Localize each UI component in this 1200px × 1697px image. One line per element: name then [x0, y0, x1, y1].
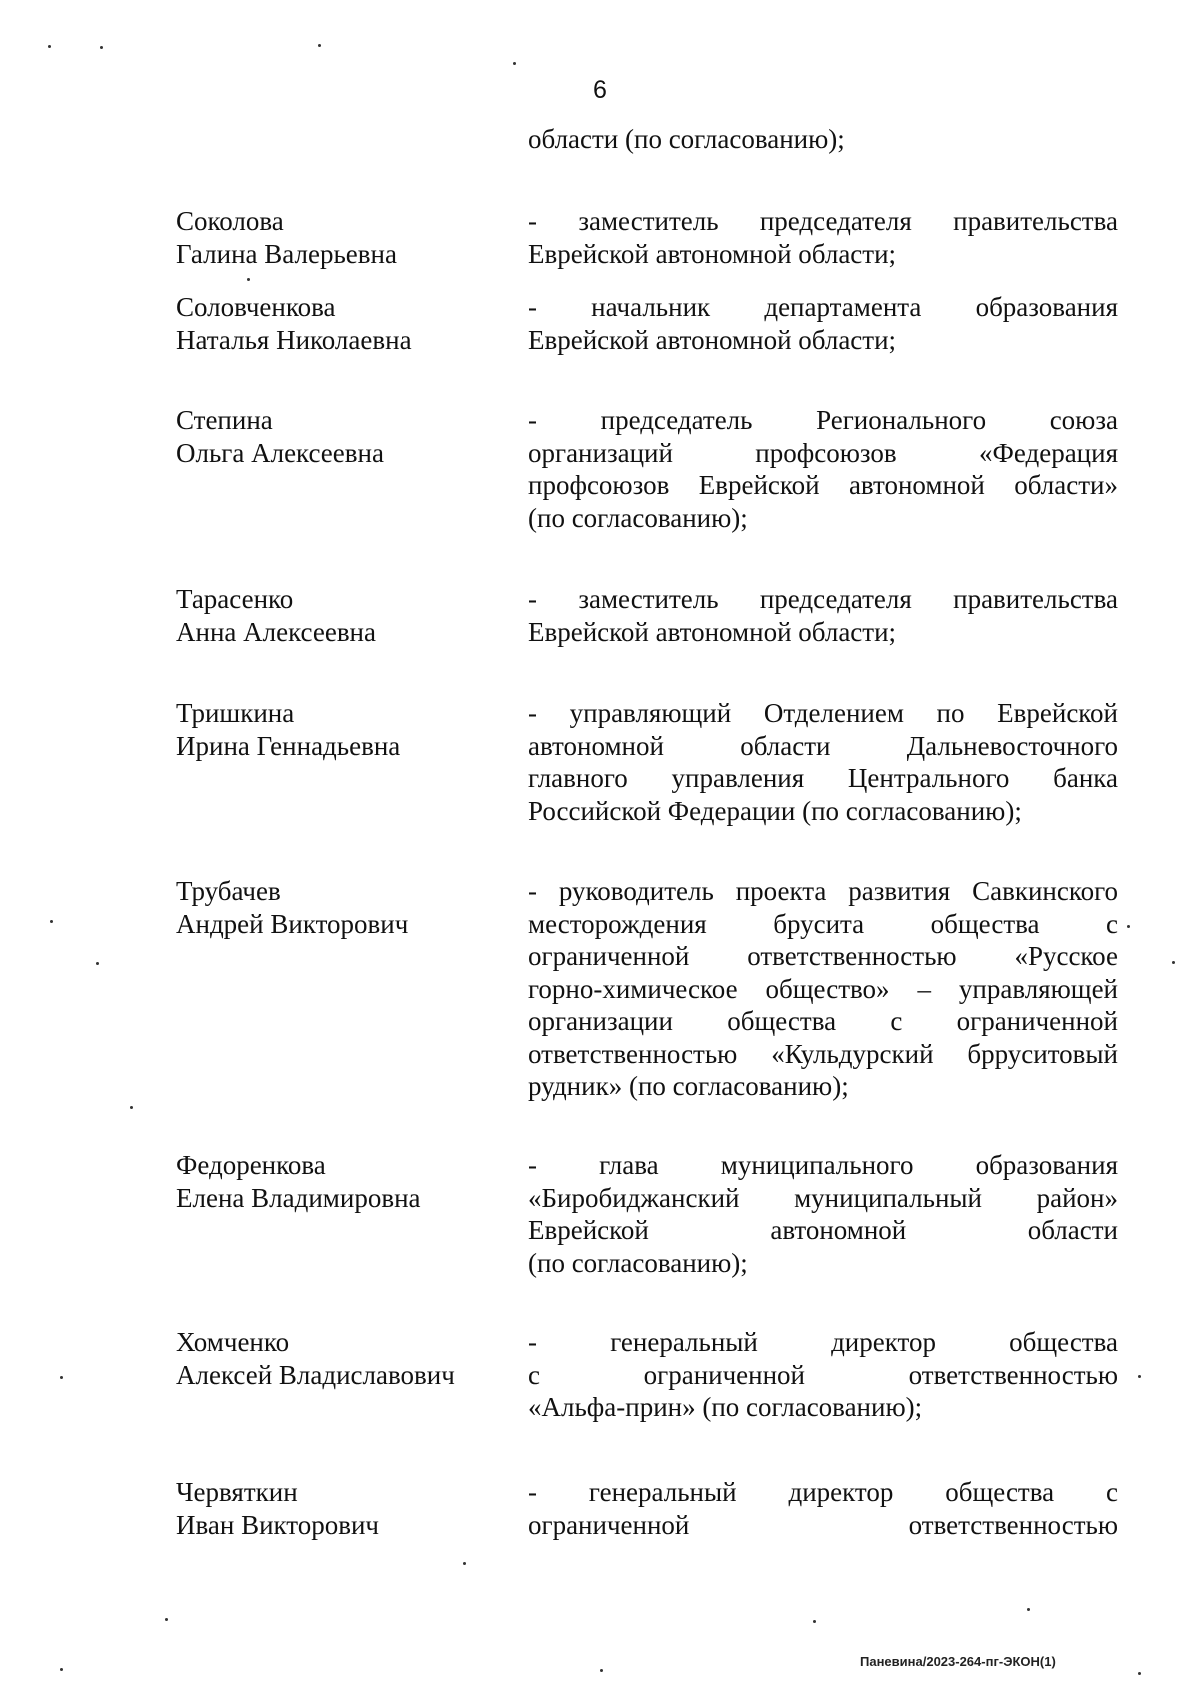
scan-speck — [60, 1376, 63, 1379]
member-position — [528, 1326, 1118, 1424]
member-name — [176, 404, 496, 469]
position-line: - заместитель председателя правительства — [528, 206, 1118, 236]
position-line: - генеральный директор общества — [528, 1327, 1118, 1357]
position-line: - руководитель проекта развития Савкинского — [528, 876, 1118, 906]
position-line: рудник» (по согласованию); — [528, 1071, 849, 1101]
member-surname: Хомченко — [176, 1327, 290, 1357]
scan-speck — [1027, 1608, 1030, 1611]
position-line: горно-химическое общество» – управляющей — [528, 973, 1118, 1004]
position-line: - глава муниципального образования — [528, 1150, 1118, 1180]
position-line: - управляющий Отделением по Еврейской — [528, 698, 1118, 728]
member-surname: Соколова — [176, 206, 284, 236]
position-line: Еврейской автономной области; — [528, 616, 897, 647]
member-surname: Трубачев — [176, 876, 281, 906]
member-position — [528, 697, 1118, 827]
scan-speck — [50, 920, 53, 923]
scan-speck — [1127, 925, 1130, 928]
position-line: с ограниченной ответственностью — [528, 1359, 1118, 1390]
member-surname: Тарасенко — [176, 584, 294, 614]
scan-speck — [247, 278, 250, 281]
position-line: ограниченной ответственностью «Русское — [528, 941, 1118, 971]
member-surname: Федоренкова — [176, 1150, 326, 1180]
scan-speck — [100, 46, 103, 49]
member-given-names: Ольга Алексеевна — [176, 437, 384, 468]
position-line: - заместитель председателя правительства — [528, 584, 1118, 614]
member-position — [528, 1149, 1118, 1279]
member-given-names: Галина Валерьевна — [176, 238, 397, 269]
scan-speck — [463, 1562, 466, 1565]
scan-speck — [1138, 1672, 1141, 1675]
scan-speck — [513, 62, 516, 65]
member-position — [528, 404, 1118, 534]
member-name — [176, 583, 496, 648]
position-line: (по согласованию); — [528, 502, 748, 533]
scan-speck — [600, 1669, 603, 1672]
member-given-names: Наталья Николаевна — [176, 324, 412, 355]
page-number: 6 — [593, 76, 607, 104]
member-surname: Червяткин — [176, 1477, 298, 1507]
member-given-names: Иван Викторович — [176, 1509, 380, 1540]
position-line: ограниченной ответственностью — [528, 1509, 1118, 1540]
scan-speck — [96, 962, 99, 965]
member-position — [528, 583, 1118, 648]
position-line: - генеральный директор общества с — [528, 1477, 1118, 1507]
position-line: ответственностью «Кульдурский брруситовый — [528, 1038, 1118, 1069]
position-line: Российской Федерации (по согласованию); — [528, 795, 1022, 826]
member-name — [176, 1326, 496, 1391]
member-given-names: Андрей Викторович — [176, 908, 409, 939]
member-given-names: Алексей Владиславович — [176, 1359, 455, 1390]
position-line: Еврейской автономной области — [528, 1215, 1118, 1245]
position-line: «Альфа-прин» (по согласованию); — [528, 1392, 923, 1422]
member-given-names: Елена Владимировна — [176, 1182, 421, 1213]
member-surname: Соловченкова — [176, 292, 336, 322]
scan-speck — [318, 44, 321, 47]
position-line: автономной области Дальневосточного — [528, 730, 1118, 761]
member-given-names: Анна Алексеевна — [176, 616, 376, 647]
position-line: организации общества с ограниченной — [528, 1006, 1118, 1036]
scan-speck — [813, 1620, 816, 1623]
member-name — [176, 697, 496, 762]
scan-speck — [60, 1668, 63, 1671]
member-name — [176, 1476, 496, 1541]
scan-speck — [1138, 1375, 1141, 1378]
member-name — [176, 205, 496, 270]
position-line: Еврейской автономной области; — [528, 324, 897, 355]
position-line: - председатель Регионального союза — [528, 405, 1118, 435]
position-line: профсоюзов Еврейской автономной области» — [528, 470, 1118, 500]
position-line: Еврейской автономной области; — [528, 238, 897, 269]
member-name — [176, 1149, 496, 1214]
member-name — [176, 291, 496, 356]
member-position — [528, 291, 1118, 356]
position-line: - начальник департамента образования — [528, 292, 1118, 322]
position-line: главного управления Центрального банка — [528, 763, 1118, 793]
member-surname: Тришкина — [176, 698, 295, 728]
position-line: (по согласованию); — [528, 1247, 748, 1278]
position-line: «Биробиджанский муниципальный район» — [528, 1182, 1118, 1213]
member-given-names: Ирина Геннадьевна — [176, 730, 401, 761]
member-position — [528, 205, 1118, 270]
scan-speck — [130, 1106, 133, 1109]
scan-speck — [1172, 961, 1175, 964]
position-line: месторождения брусита общества с — [528, 908, 1118, 939]
scan-speck — [48, 45, 51, 48]
member-name — [176, 875, 496, 940]
position-line: организаций профсоюзов «Федерация — [528, 437, 1118, 468]
scan-speck — [165, 1618, 168, 1621]
member-surname: Степина — [176, 405, 273, 435]
member-position — [528, 875, 1118, 1103]
document-reference: Паневина/2023-264-пг-ЭКОН(1) — [860, 1654, 1056, 1669]
continued-text: области (по согласованию); — [528, 124, 845, 154]
member-position — [528, 1476, 1118, 1541]
